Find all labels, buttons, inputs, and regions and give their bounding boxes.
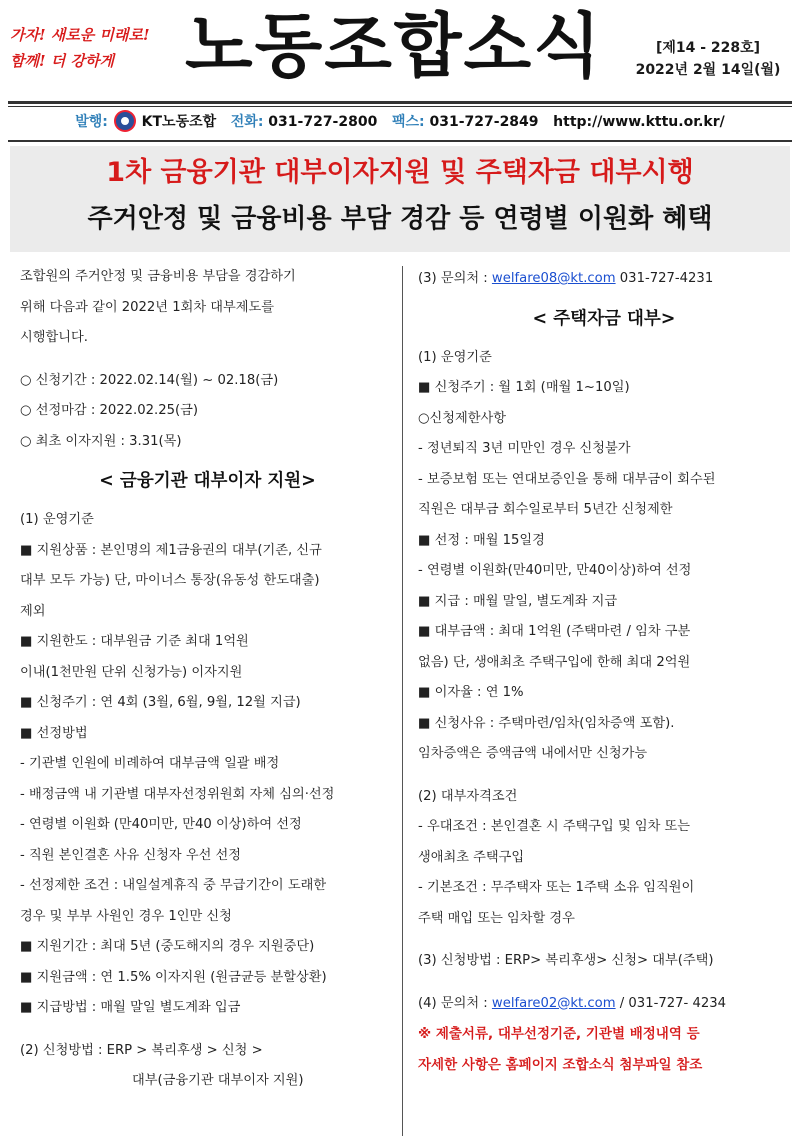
slogan [10, 22, 170, 74]
body-line: ■ 지원상품 : 본인명의 제1금융권의 대부(기존, 신규 [20, 542, 322, 558]
body-line: ■ 신청주기 : 월 1회 (매월 1~10일) [418, 380, 630, 395]
body-line: ■ 이자율 : 연 1% [418, 685, 524, 700]
body-line: 주택 매입 또는 임차할 경우 [418, 910, 575, 926]
intro-line: 조합원의 주거안정 및 금융비용 부담을 경감하기 [20, 269, 296, 284]
body-line: ■ 지급 : 매월 말일, 별도계좌 지급 [418, 593, 618, 609]
publisher-label: 발행: [75, 114, 108, 130]
body-line: (1) 운영기준 [20, 512, 94, 527]
body-line: - 연령별 이원화 (만40미만, 만40 이상)하여 선정 [20, 817, 302, 832]
section-title-housing-loan: < 주택자금 대부> [532, 308, 676, 329]
body-line: - 보증보험 또는 연대보증인을 통해 대부금이 회수된 [418, 471, 716, 487]
left-column [20, 262, 395, 1097]
body-line: 경우 및 부부 사원인 경우 1인만 신청 [20, 908, 232, 924]
headline-sub: 주거안정 및 금융비용 부담 경감 등 연령별 이원화 혜택 [87, 204, 713, 234]
body-line: ○신청제한사항 [418, 410, 506, 426]
body-line: ■ 지급방법 : 매월 말일 별도계좌 입금 [20, 1000, 241, 1015]
body-line: ■ 신청주기 : 연 4회 (3월, 6월, 9월, 12월 지급) [20, 695, 301, 710]
notice-line: 자세한 사항은 홈페이지 조합소식 첨부파일 참조 [418, 1056, 703, 1073]
publisher-name: KT노동조합 [141, 114, 217, 130]
tel-number: 031-727-2800 [268, 114, 378, 130]
apply-method: (3) 신청방법 : ERP> 복리후생> 신청> 대부(주택) [418, 953, 714, 968]
body-line: ■ 선정방법 [20, 725, 88, 741]
apply-method: (2) 신청방법 : ERP > 복리후생 > 신청 > [20, 1042, 263, 1058]
website-link[interactable]: http://www.kttu.or.kr/ [553, 114, 725, 130]
header-rule-thick [8, 101, 792, 104]
body-line: ■ 지원금액 : 연 1.5% 이자지원 (원금균등 분할상환) [20, 969, 327, 985]
body-line: 대부 모두 가능) 단, 마이너스 통장(유동성 한도대출) [20, 573, 320, 588]
body-line: - 연령별 이원화(만40미만, 만40이상)하여 선정 [418, 563, 692, 578]
issue-date: 2022년 2월 14일(월) [635, 62, 781, 78]
slogan-line-2: 함께! 더 강하게 [10, 52, 114, 70]
headline-main: 1차 금융기관 대부이자지원 및 주택자금 대부시행 [106, 157, 694, 188]
schedule-item: ○ 최초 이자지원 : 3.31(목) [20, 433, 182, 449]
body-line: 직원은 대부금 회수일로부터 5년간 신청제한 [418, 502, 673, 517]
intro-line: 위해 다음과 같이 2022년 1회차 대부제도를 [20, 299, 274, 315]
body-line: - 선정제한 조건 : 내일설계휴직 중 무급기간이 도래한 [20, 878, 327, 893]
body-line: - 우대조건 : 본인결혼 시 주택구입 및 임차 또는 [418, 819, 691, 834]
schedule-item: ○ 선정마감 : 2022.02.25(금) [20, 403, 199, 418]
body-line: 없음) 단, 생애최초 주택구입에 한해 최대 2억원 [418, 654, 691, 670]
column-divider [402, 266, 403, 1136]
body-line: - 기본조건 : 무주택자 또는 1주택 소유 임직원이 [418, 880, 695, 895]
issue-info [628, 37, 788, 81]
body-line: ■ 지원기간 : 최대 5년 (중도해지의 경우 지원중단) [20, 939, 315, 954]
body-line: 생애최초 주택구입 [418, 849, 525, 865]
publisher-rule [8, 140, 792, 142]
apply-method-cont: 대부(금융기관 대부이자 지원) [132, 1073, 304, 1088]
masthead-title: 노동조합소식 [185, 5, 603, 87]
body-line: - 배정금액 내 기관별 대부자선정위원회 자체 심의·선정 [20, 786, 335, 802]
body-line: ■ 대부금액 : 최대 1억원 (주택마련 / 임차 구분 [418, 624, 691, 639]
section-title-loan-interest: < 금융기관 대부이자 지원> [99, 471, 316, 491]
fax-label: 팩스: [391, 114, 425, 130]
body-line: (2) 대부자격조건 [418, 788, 518, 804]
email-link[interactable]: welfare02@kt.com [491, 995, 616, 1011]
body-line: ■ 지원한도 : 대부원금 기준 최대 1억원 [20, 634, 249, 649]
notice-line: ※ 제출서류, 대부선정기준, 기관별 배정내역 등 [418, 1026, 700, 1042]
publisher-bar [0, 110, 800, 134]
tel-label: 전화: [230, 114, 264, 130]
kttu-logo-icon [116, 112, 134, 130]
body-line: 임차증액은 증액금액 내에서만 신청가능 [418, 746, 648, 761]
fax-number: 031-727-2849 [429, 114, 539, 130]
contact-line-2: (4) 문의처 : welfare02@kt.com / 031-727- 4234 [418, 995, 727, 1011]
email-link[interactable]: welfare08@kt.com [491, 271, 616, 286]
intro-line: 시행합니다. [20, 330, 88, 345]
body-line: (1) 운영기준 [418, 349, 492, 365]
header-rule-thin [8, 106, 792, 107]
contact-line-1: (3) 문의처 : welfare08@kt.com 031-727-4231 [418, 271, 714, 286]
body-line: ■ 신청사유 : 주택마련/임차(임차증액 포함). [418, 715, 675, 731]
body-line: 제외 [20, 603, 46, 619]
body-line: - 직원 본인결혼 사유 신청자 우선 선정 [20, 847, 241, 863]
slogan-line-1: 가자! 새로운 미래로! [10, 26, 150, 44]
schedule-item: ○ 신청기간 : 2022.02.14(월) ~ 02.18(금) [20, 372, 279, 388]
right-column [418, 264, 790, 1080]
body-line: ■ 선정 : 매월 15일경 [418, 532, 545, 548]
body-line: 이내(1천만원 단위 신청가능) 이자지원 [20, 664, 243, 680]
body-line: - 정년퇴직 3년 미만인 경우 신청불가 [418, 441, 631, 456]
issue-number: [제14 - 228호] [655, 40, 761, 56]
body-line: - 기관별 인원에 비례하여 대부금액 일괄 배정 [20, 756, 280, 771]
